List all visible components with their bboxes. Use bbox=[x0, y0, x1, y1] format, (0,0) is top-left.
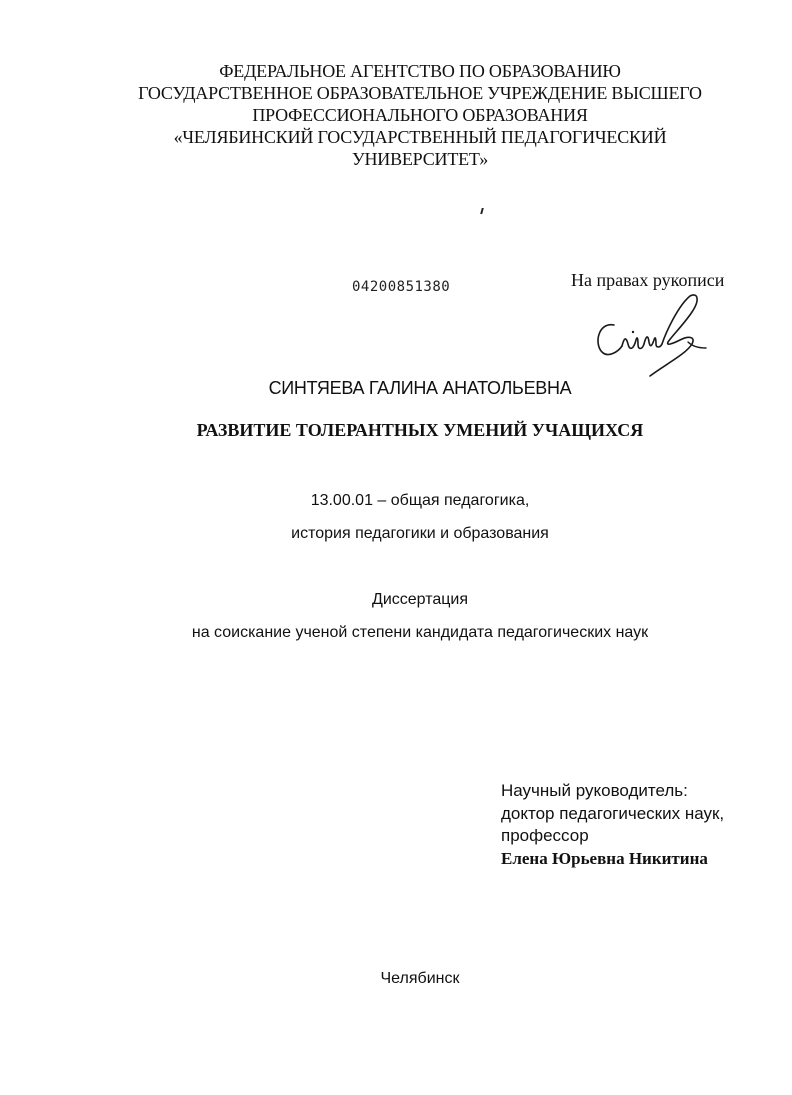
city: Челябинск bbox=[380, 970, 460, 987]
author-name: СИНТЯЕВА ГАЛИНА АНАТОЛЬЕВНА bbox=[268, 378, 572, 398]
record-code: 04200851380 bbox=[352, 279, 451, 295]
work-type: Диссертация bbox=[371, 591, 469, 608]
scan-mark bbox=[480, 208, 484, 214]
dissertation-title: РАЗВИТИЕ ТОЛЕРАНТНЫХ УМЕНИЙ УЧАЩИХСЯ bbox=[196, 420, 644, 440]
specialty-code: 13.00.01 – общая педагогика, bbox=[310, 492, 530, 509]
header-line-agency: ФЕДЕРАЛЬНОЕ АГЕНТСТВО ПО ОБРАЗОВАНИЮ bbox=[219, 61, 621, 81]
header-line-university: УНИВЕРСИТЕТ» bbox=[351, 149, 489, 169]
specialty-block bbox=[0, 484, 792, 550]
specialty-field: история педагогики и образования bbox=[291, 525, 549, 542]
organization-header bbox=[60, 60, 780, 170]
handwritten-signature bbox=[588, 292, 713, 382]
supervisor-name: Елена Юрьевна Никитина bbox=[501, 848, 708, 868]
header-line-education-level: ПРОФЕССИОНАЛЬНОГО ОБРАЗОВАНИЯ bbox=[252, 105, 588, 125]
header-line-university-name: «ЧЕЛЯБИНСКИЙ ГОСУДАРСТВЕННЫЙ ПЕДАГОГИЧЕСКИЙ bbox=[173, 127, 667, 147]
supervisor-degree: доктор педагогических наук, bbox=[501, 803, 725, 823]
supervisor-rank: профессор bbox=[501, 826, 589, 845]
header-line-institution-type: ГОСУДАРСТВЕННОЕ ОБРАЗОВАТЕЛЬНОЕ УЧРЕЖДЕНИЕ ВЫСШЕГО bbox=[138, 83, 702, 103]
manuscript-note: На правах рукописи bbox=[571, 270, 725, 290]
degree-sought: на соискание ученой степени кандидата педагогических наук bbox=[191, 624, 649, 641]
supervisor-label: Научный руководитель: bbox=[501, 781, 688, 800]
supervisor-block bbox=[501, 780, 724, 870]
